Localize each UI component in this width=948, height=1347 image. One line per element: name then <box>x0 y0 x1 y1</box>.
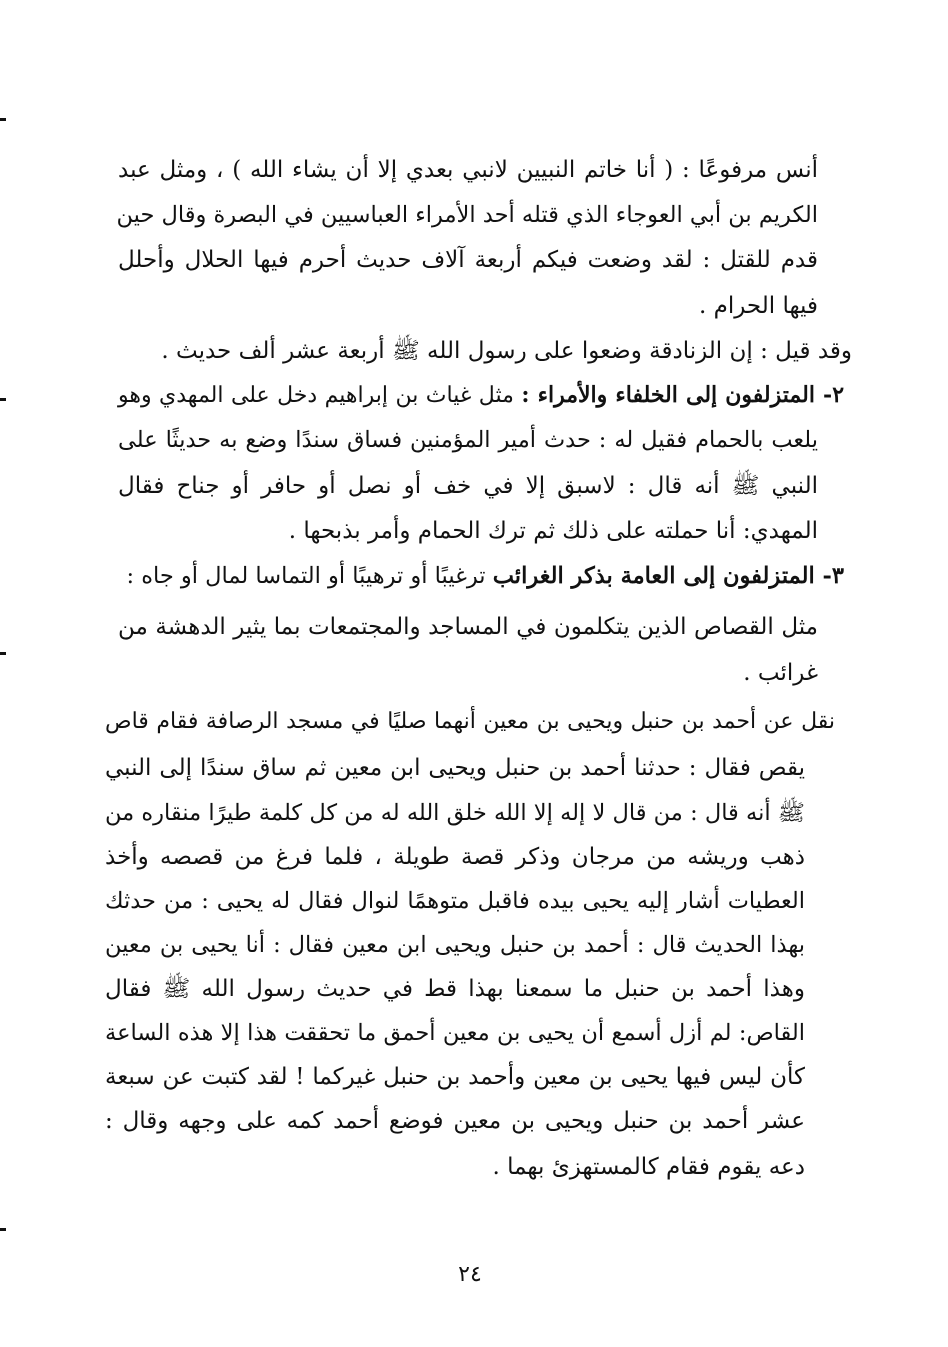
text-line: العطيات أشار إليه يحيى بيده فاقبل متوهمًا لنوال فقال له يحيى : من حدثك <box>105 888 805 914</box>
section-2-text: مثل غياث بن إبراهيم دخل على المهدي وهو <box>118 383 514 408</box>
text-line: عشر أحمد بن حنبل ويحيى بن معين فوضع أحمد كمه على وجهه وقال : <box>105 1108 805 1134</box>
text-line: فيها الحرام . <box>698 293 818 319</box>
text-line: يلعب بالحمام فقيل له : حدث أمير المؤمنين فساق سندًا وضع به حديثًا على <box>118 427 818 453</box>
text-line: بهذا الحديث قال : أحمد بن حنبل ويحيى ابن معين فقال : أنا يحيى بن معين <box>105 932 805 958</box>
section-2-line <box>118 380 844 410</box>
text-line: قدم للقتل : لقد وضعت فيكم أربعة آلاف حديث أحرم فيها الحلال وأحلل <box>118 247 818 273</box>
text-line: كأن ليس فيها يحيى بن معين وأحمد بن حنبل غيركما ! لقد كتبت عن سبعة <box>105 1064 805 1090</box>
scan-edge-mark <box>0 398 6 401</box>
text-line: ذهب وريشه من مرجان وذكر قصة طويلة ، فلما فرغ من قصصه وأخذ <box>105 844 805 870</box>
scan-edge-mark <box>0 1228 6 1231</box>
section-3-heading: ٣- المتزلفون إلى العامة بذكر الغرائب <box>492 563 844 589</box>
text-line: النبي ﷺ أنه قال : لاسبق إلا في خف أو نصل أو حافر أو جناح فقال <box>118 473 818 499</box>
section-3-line <box>118 561 844 591</box>
text-line: القاص: لم أزل أسمع أن يحيى بن معين أحمق ما تحققت هذا إلا هذه الساعة <box>105 1020 805 1046</box>
page-number: ٢٤ <box>458 1262 482 1287</box>
text-line: غرائب . <box>743 660 818 686</box>
text-line: مثل القصاص الذين يتكلمون في المساجد والمجتمعات بما يثير الدهشة من <box>118 614 818 640</box>
text-line: نقل عن أحمد بن حنبل ويحيى بن معين أنهما صليًا في مسجد الرصافة فقام قاص <box>105 709 835 734</box>
text-line: الكريم بن أبي العوجاء الذي قتله أحد الأمراء العباسيين في البصرة وقال حين <box>116 202 818 228</box>
text-line: دعه يقوم فقام كالمستهزئ بهما . <box>492 1154 805 1180</box>
scan-edge-mark <box>0 118 6 121</box>
section-2-heading: ٢- المتزلفون إلى الخلفاء والأمراء : <box>521 382 845 408</box>
text-line: المهدي: أنا حملته على ذلك ثم ترك الحمام وأمر بذبحها . <box>288 518 818 544</box>
section-3-text: ترغيبًا أو ترهيبًا أو التماسا لمال أو جاه : <box>126 563 486 589</box>
text-line: ﷺ أنه قال : من قال لا إله إلا الله خلق الله له من كل كلمة طيرًا منقاره من <box>105 800 805 826</box>
text-line: أنس مرفوعًا : ( أنا خاتم النبيين لانبي بعدي إلا أن يشاء الله ) ، ومثل عبد <box>118 157 818 183</box>
text-line: يقص فقال : حدثنا أحمد بن حنبل ويحيى ابن معين ثم ساق سندًا إلى النبي <box>105 755 805 781</box>
text-line: وهذا أحمد بن حنبل ما سمعنا بهذا قط في حديث رسول الله ﷺ فقال <box>105 976 805 1002</box>
scan-edge-mark <box>0 652 6 655</box>
text-line: وقد قيل : إن الزنادقة وضعوا على رسول الله ﷺ أربعة عشر ألف حديث . <box>161 338 852 364</box>
